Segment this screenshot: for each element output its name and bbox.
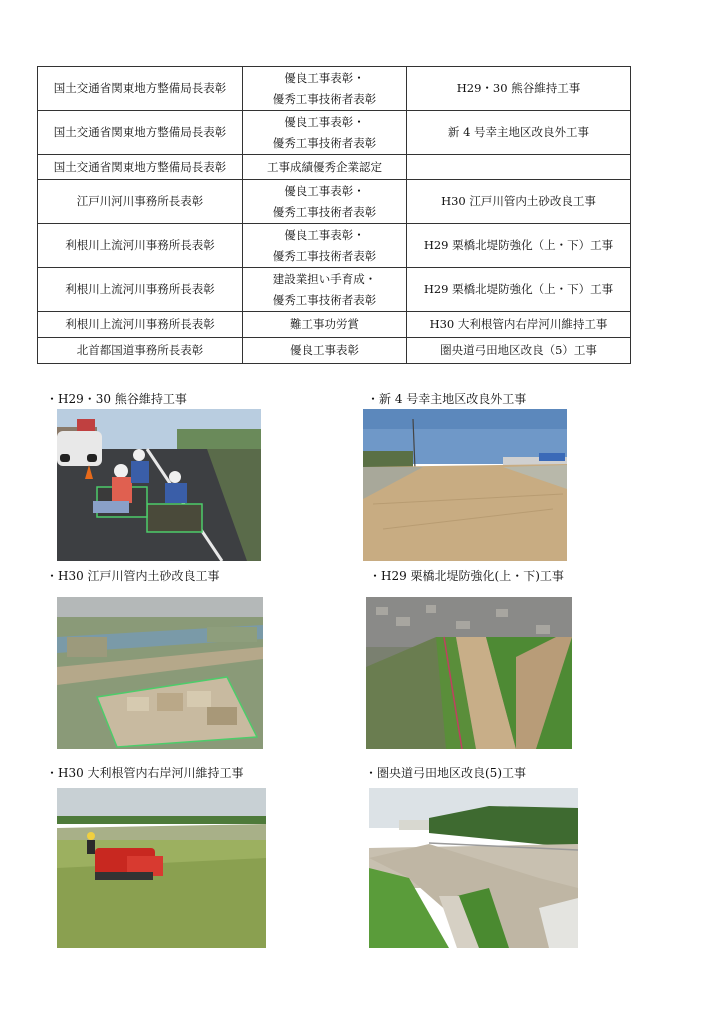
project-cell: H29 栗橋北堤防強化（上・下）工事 — [407, 224, 631, 268]
table-row — [38, 224, 631, 268]
table-row — [38, 155, 631, 180]
award-cell: 工事成績優秀企業認定 — [243, 155, 407, 180]
photo-caption: ・H30 大利根管内右岸河川維持工事 — [46, 766, 244, 780]
table-row — [38, 111, 631, 155]
expressway-improvement-photo — [369, 788, 578, 948]
project-cell: H30 江戸川管内土砂改良工事 — [407, 180, 631, 224]
levee-reinforcement-aerial-photo — [366, 597, 572, 749]
project-cell: H29 栗橋北堤防強化（上・下）工事 — [407, 268, 631, 312]
issuer-cell: 国土交通省関東地方整備局長表彰 — [38, 155, 243, 180]
issuer-cell: 利根川上流河川事務所長表彰 — [38, 312, 243, 338]
photo-caption: ・H30 江戸川管内土砂改良工事 — [46, 569, 220, 583]
awards-table — [37, 66, 631, 364]
issuer-cell: 利根川上流河川事務所長表彰 — [38, 268, 243, 312]
photo-caption: ・H29・30 熊谷維持工事 — [46, 392, 187, 406]
project-cell: H29・30 熊谷維持工事 — [407, 67, 631, 111]
table-row — [38, 180, 631, 224]
photo-caption: ・新 4 号幸主地区改良外工事 — [367, 392, 527, 406]
table-row — [38, 338, 631, 364]
award-cell: 建設業担い手育成・ 優秀工事技術者表彰 — [243, 268, 407, 312]
photo-caption: ・圏央道弓田地区改良(5)工事 — [365, 766, 526, 780]
photo-caption: ・H29 栗橋北堤防強化(上・下)工事 — [369, 569, 564, 583]
project-cell: 圏央道弓田地区改良（5）工事 — [407, 338, 631, 364]
award-cell: 優良工事表彰・ 優秀工事技術者表彰 — [243, 224, 407, 268]
table-row — [38, 312, 631, 338]
award-cell: 優良工事表彰 — [243, 338, 407, 364]
award-cell: 優良工事表彰・ 優秀工事技術者表彰 — [243, 67, 407, 111]
issuer-cell: 江戸川河川事務所長表彰 — [38, 180, 243, 224]
project-cell: 新 4 号幸主地区改良外工事 — [407, 111, 631, 155]
river-maintenance-mowing-photo — [57, 788, 266, 948]
award-cell: 優良工事表彰・ 優秀工事技術者表彰 — [243, 111, 407, 155]
river-soil-aerial-photo — [57, 597, 263, 749]
project-cell — [407, 155, 631, 180]
road-improvement-photo — [363, 409, 567, 561]
issuer-cell: 北首都国道事務所長表彰 — [38, 338, 243, 364]
table-row — [38, 268, 631, 312]
table-row — [38, 67, 631, 111]
award-cell: 難工事功労賞 — [243, 312, 407, 338]
award-cell: 優良工事表彰・ 優秀工事技術者表彰 — [243, 180, 407, 224]
issuer-cell: 国土交通省関東地方整備局長表彰 — [38, 67, 243, 111]
road-maintenance-photo — [57, 409, 261, 561]
issuer-cell: 国土交通省関東地方整備局長表彰 — [38, 111, 243, 155]
issuer-cell: 利根川上流河川事務所長表彰 — [38, 224, 243, 268]
project-cell: H30 大利根管内右岸河川維持工事 — [407, 312, 631, 338]
